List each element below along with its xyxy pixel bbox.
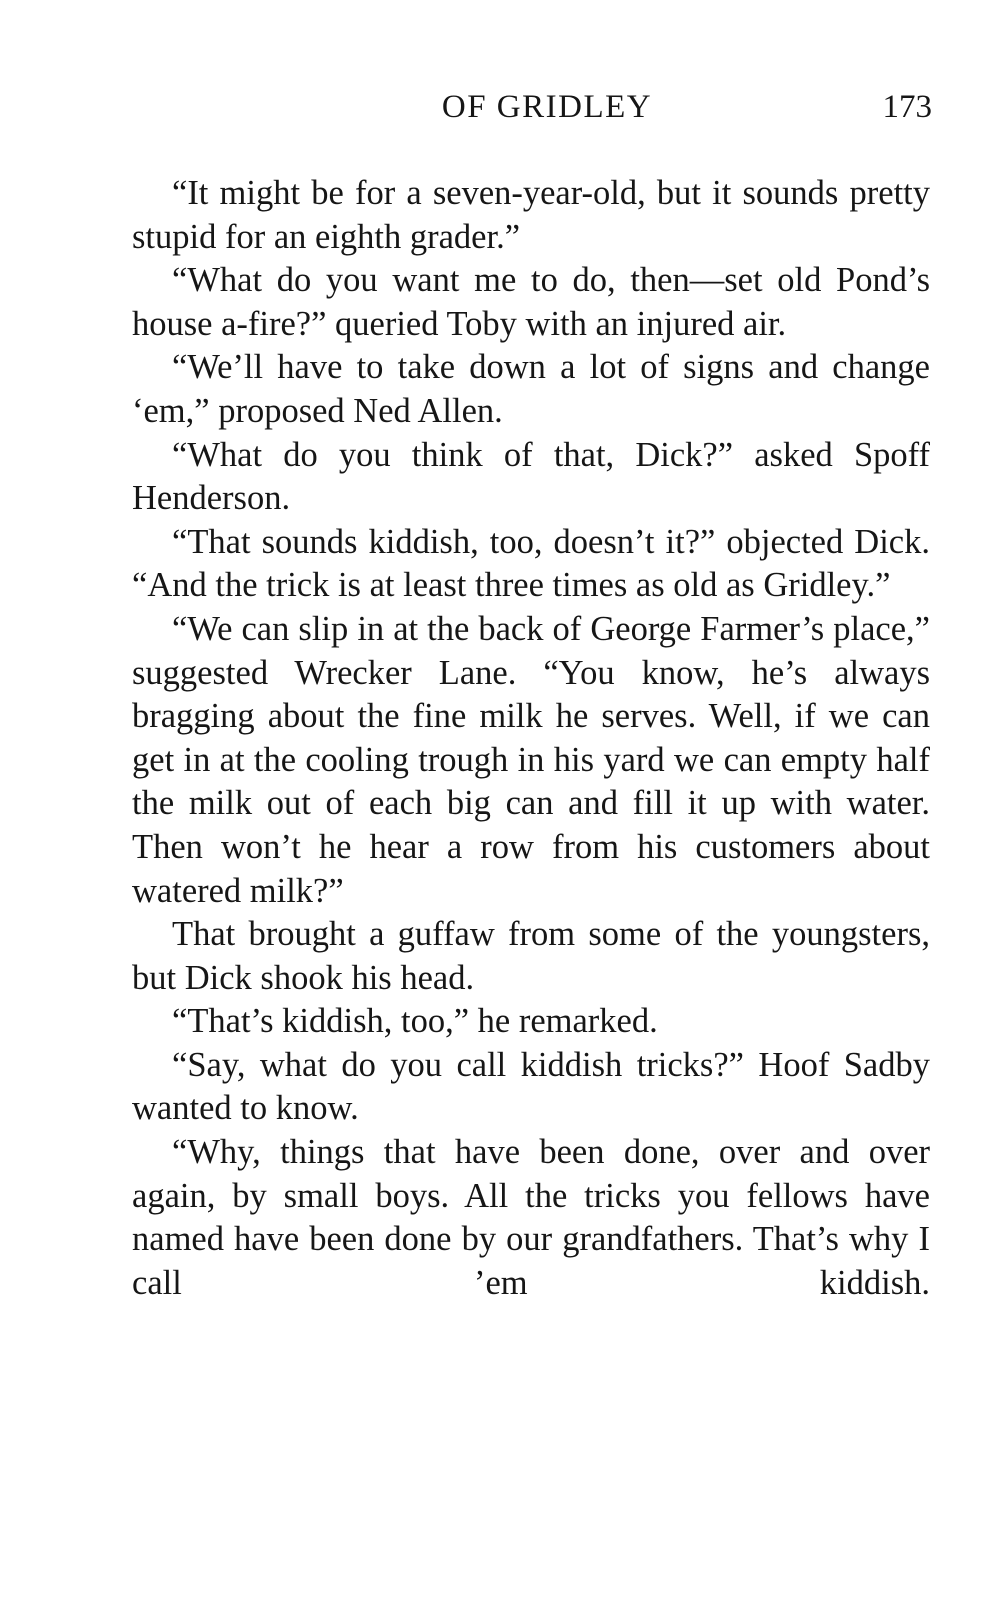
paragraph: “Why, things that have been done, over and over again, by small boys. All the tricks you fellows have named have been done by our grandfathers. That’s why I call ’em kiddish.: [132, 1133, 930, 1302]
paragraph: “That’s kiddish, too,” he remarked.: [172, 1002, 658, 1041]
body-text: [132, 172, 930, 1305]
paragraph: “That sounds kiddish, too, doesn’t it?” objected Dick. “And the trick is at least three times as old as Gridley.”: [132, 522, 930, 605]
paragraph: “What do you think of that, Dick?” asked Spoff Henderson.: [132, 435, 930, 518]
running-title: OF GRIDLEY: [441, 89, 653, 125]
paragraph: “It might be for a seven-year-old, but it sounds pretty stupid for an eighth grader.”: [132, 174, 930, 256]
page-header: [132, 82, 932, 132]
page-number: 173: [882, 89, 932, 125]
paragraph: “We’ll have to take down a lot of signs and change ‘em,” proposed Ned Allen.: [132, 348, 930, 430]
paragraph: “What do you want me to do, then—set old Pond’s house a-fire?” queried Toby with an injured air.: [132, 261, 930, 343]
paragraph: “We can slip in at the back of George Farmer’s place,” suggested Wrecker Lane. “You know, he’s always bragging about the fine milk he serves. Well, if we can get in at the cooling trough in his yard we can empty half the milk out of each big can and fill it up with water. Then won’t he hear a row from his customers about watered milk?”: [132, 609, 930, 910]
paragraph: That brought a guffaw from some of the youngsters, but Dick shook his head.: [132, 915, 930, 997]
paragraph: “Say, what do you call kiddish tricks?” Hoof Sadby wanted to know.: [132, 1045, 930, 1128]
